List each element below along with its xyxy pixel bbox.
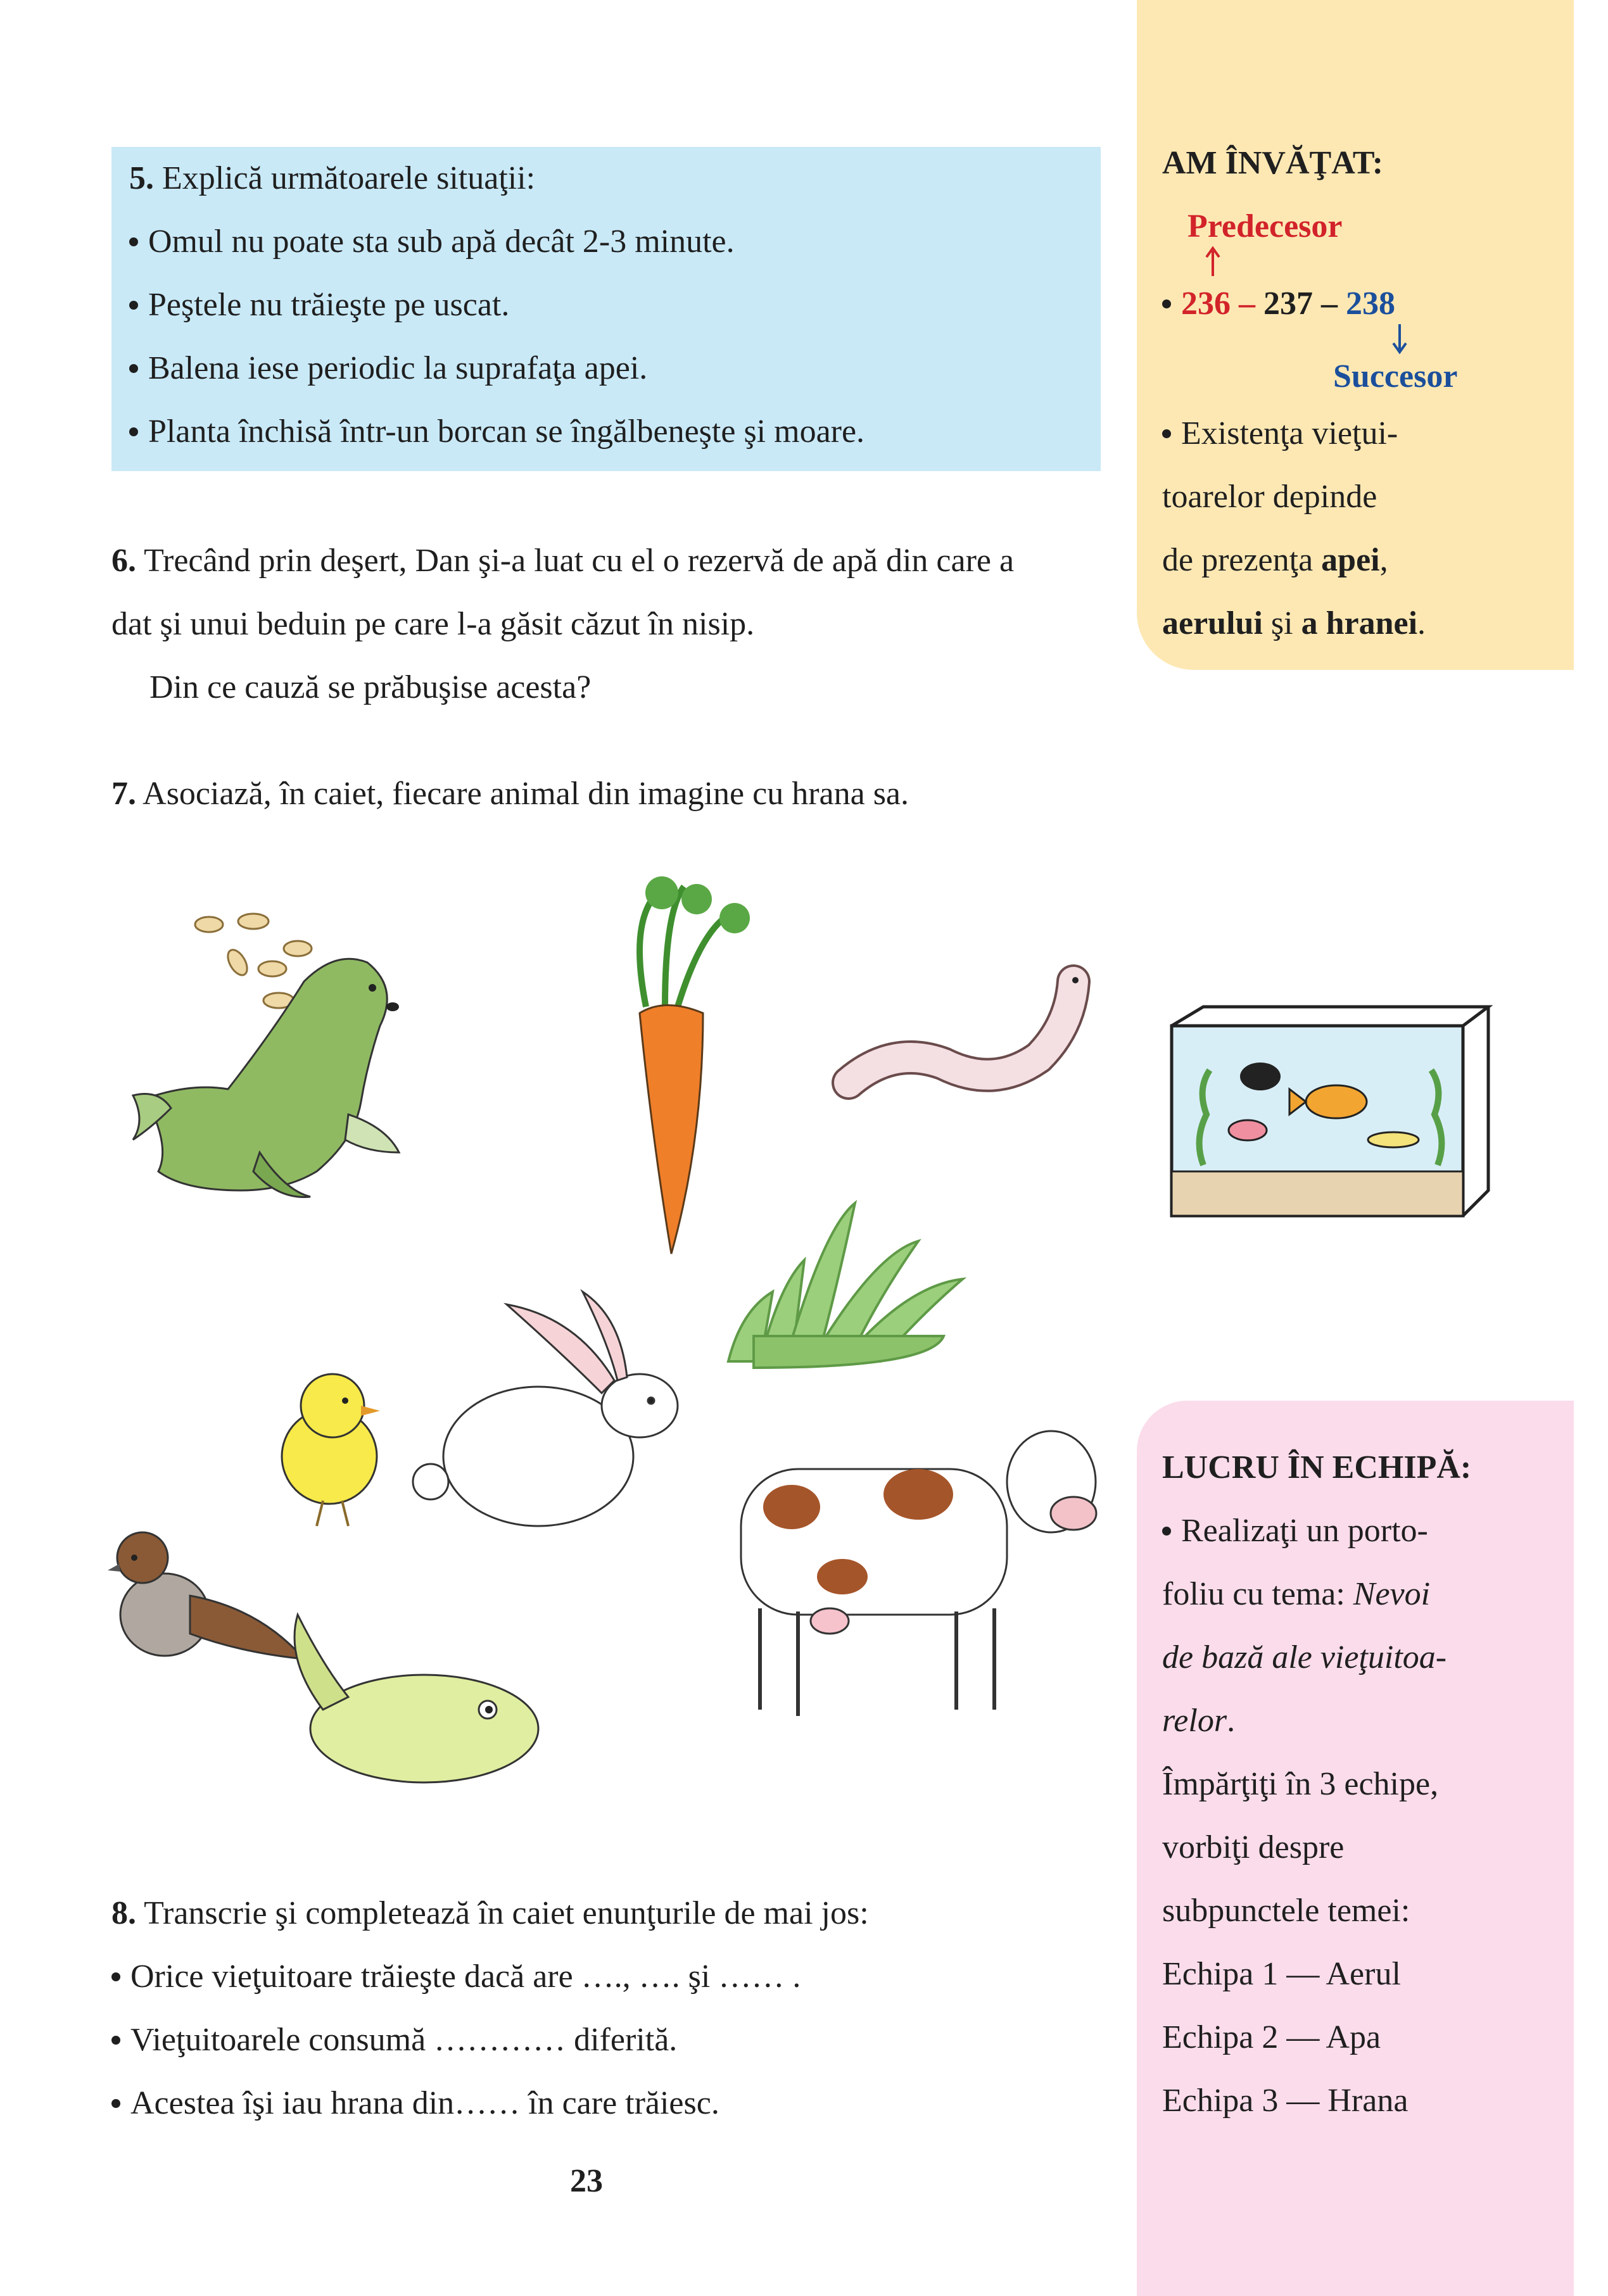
learned-text: toarelor depinde	[1162, 479, 1377, 515]
learned-title: AM ÎNVĂŢAT:	[1162, 145, 1384, 181]
bullet-icon	[1162, 429, 1171, 438]
team-text: Realizaţi un porto-	[1162, 1499, 1428, 1563]
bullet-icon	[111, 2099, 120, 2108]
animals-food-illustration	[95, 874, 1134, 1824]
chick-icon	[282, 1374, 380, 1526]
exercise-5-title: 5. Explică următoarele situaţii:	[129, 160, 536, 196]
bullet-icon	[129, 364, 138, 373]
exercise-6-question: Din ce cauză se prăbuşise acesta?	[149, 669, 592, 705]
bullet-icon	[111, 1972, 120, 1981]
fish-icon	[294, 1615, 538, 1782]
team-item: Echipa 3 — Hrana	[1162, 2083, 1409, 2119]
team-text: subpunctele temei:	[1162, 1893, 1410, 1929]
exercise-5-item: Planta închisă într-un borcan se îngălbeneşte şi moare.	[129, 400, 864, 464]
aquarium-icon	[1165, 1000, 1495, 1228]
page-number: 23	[570, 2163, 603, 2199]
team-item: Echipa 1 — Aerul	[1162, 1956, 1401, 1992]
grains-icon	[195, 914, 312, 1008]
team-text: Împărţiţi în 3 echipe,	[1162, 1766, 1439, 1802]
bullet-icon	[111, 2036, 120, 2045]
sparrow-icon	[108, 1532, 304, 1659]
predecessor-label: Predecesor	[1187, 208, 1343, 244]
team-text: foliu cu tema: Nevoi	[1162, 1576, 1431, 1612]
successor-label: Succesor	[1333, 358, 1458, 394]
exercise-8-item: Vieţuitoarele consumă ………… diferită.	[111, 2009, 677, 2072]
cow-icon	[741, 1431, 1096, 1716]
learned-text: aerului şi a hranei.	[1162, 605, 1426, 641]
exercise-6-line: 6. Trecând prin deşert, Dan şi-a luat cu el o rezervă de apă din care a	[111, 543, 1015, 579]
rabbit-icon	[413, 1292, 678, 1526]
team-text: vorbiţi despre	[1162, 1829, 1345, 1865]
bullet-icon	[1162, 300, 1171, 308]
seal-icon	[133, 959, 399, 1197]
grass-icon	[728, 1203, 963, 1368]
exercise-8-title: 8. Transcrie şi completează în caiet enunţurile de mai jos:	[111, 1895, 869, 1931]
team-text: relor.	[1162, 1703, 1236, 1739]
exercise-5-box	[111, 147, 1101, 471]
exercise-5-item: Balena iese periodic la suprafaţa apei.	[129, 337, 647, 400]
learned-text: Existenţa vieţui-	[1162, 402, 1398, 465]
team-title: LUCRU ÎN ECHIPĂ:	[1162, 1449, 1472, 1485]
bullet-icon	[129, 301, 138, 310]
exercise-8-item: Orice vieţuitoare trăieşte dacă are …., …. şi …… .	[111, 1945, 801, 2009]
bullet-icon	[129, 427, 138, 436]
exercise-5-item: Omul nu poate sta sub apă decât 2-3 minute.	[129, 210, 735, 274]
exercise-8-item: Acestea îşi iau hrana din…… în care trăiesc.	[111, 2072, 719, 2135]
learned-text: de prezenţa apei,	[1162, 542, 1388, 578]
worm-icon	[849, 977, 1079, 1083]
team-item: Echipa 2 — Apa	[1162, 2019, 1381, 2055]
number-sequence: 236 – 237 – 238	[1162, 272, 1395, 336]
bullet-icon	[129, 237, 138, 246]
exercise-5-item: Peştele nu trăieşte pe uscat.	[129, 274, 509, 337]
exercise-7-text: 7. Asociază, în caiet, fiecare animal din imagine cu hrana sa.	[111, 776, 909, 812]
team-text: de bază ale vieţuitoa-	[1162, 1639, 1447, 1675]
carrot-icon	[640, 876, 750, 1254]
exercise-6-line: dat şi unui beduin pe care l-a găsit căzut în nisip.	[111, 606, 755, 642]
bullet-icon	[1162, 1527, 1171, 1536]
